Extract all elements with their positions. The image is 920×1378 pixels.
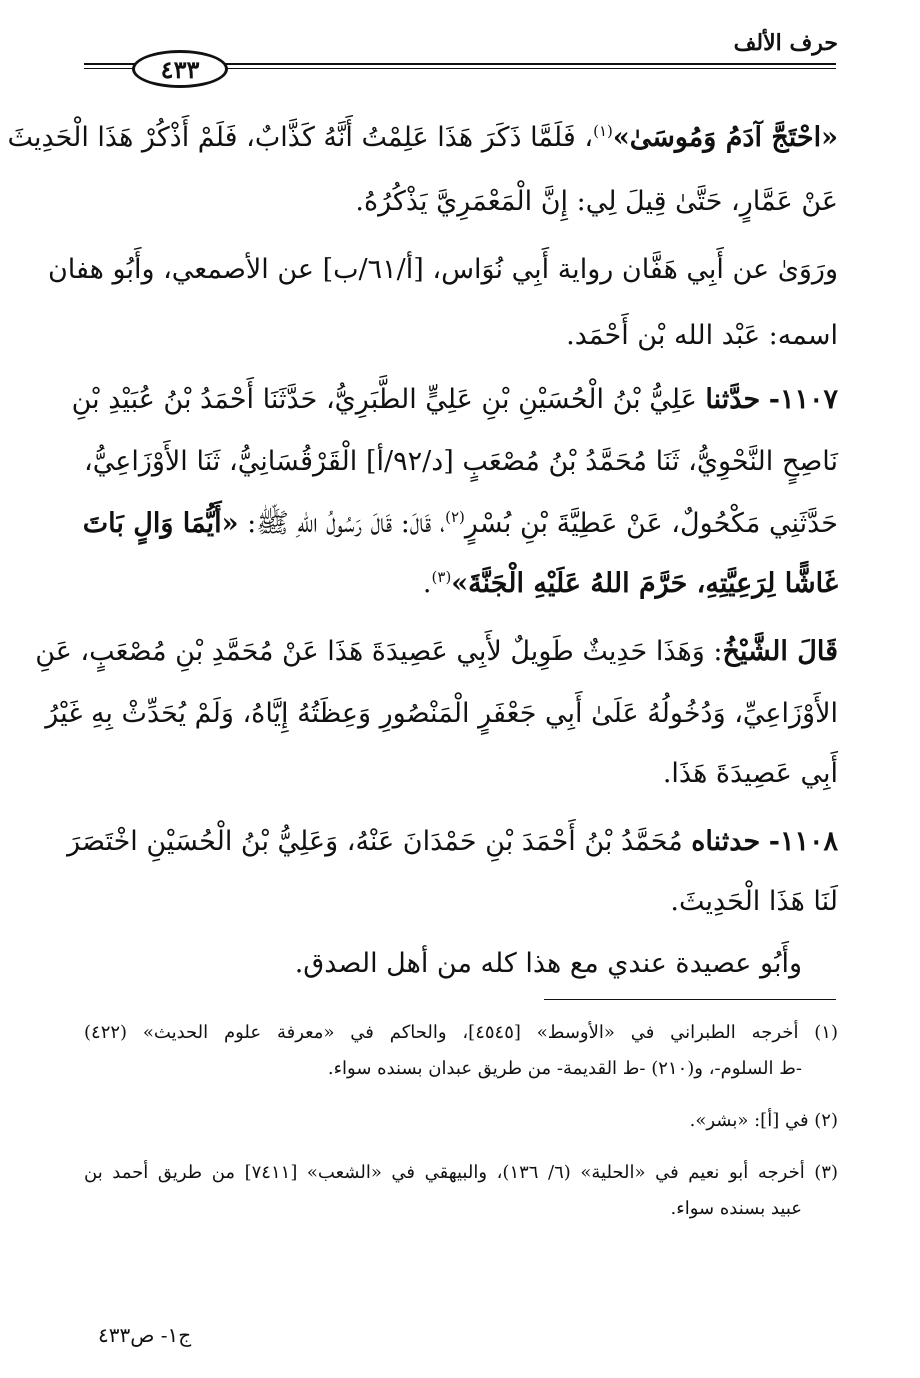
text-run: حَدَّثَنِي مَكْحُولٌ، عَنْ عَطِيَّةَ بْنِ بُسْرٍ [464, 508, 838, 539]
running-head: حرف الألف [733, 30, 838, 56]
footnote-2: (٢) في [أ]: «بشر». [689, 1110, 838, 1131]
footnote-ref: (٢) [445, 508, 465, 526]
footnote-3: (٣) أخرجه أبو نعيم في «الحلية» (٦/ ١٣٦)، والبيهقي في «الشعب» [٧٤١١] من طريق أحمد بن [84, 1162, 838, 1183]
text-line: اسمه: عَبْد الله بْن أَحْمَد. [566, 320, 838, 351]
footnote-1: (١) أخرجه الطبراني في «الأوسط» [٤٥٤٥]، والحاكم في «معرفة علوم الحديث» (٤٢٢) [84, 1022, 838, 1043]
text-line [71, 384, 838, 416]
text-line: نَاصِحٍ النَّحْوِيُّ، ثَنَا مُحَمَّدُ بْنُ مُصْعَبٍ [د/٩٢/أ] الْقَرْقُسَانِيُّ، ثَنَا الأَوْزَاعِيُّ، [84, 446, 839, 477]
hadith-number: ١١٠٧- [768, 384, 838, 415]
text-line: ورَوَىٰ عن أَبِي هَفَّان رواية أَبِي نُوَاس، [أ/٦١/ب] عن الأصمعي، وأَبُو هفان [47, 254, 838, 285]
hadith-lead: حدثناه [691, 826, 761, 857]
text-run: ، فَلَمَّا ذَكَرَ هَذَا عَلِمْتُ أَنَّهُ كَذَّابٌ، فَلَمْ أَذْكُرْ هَذَا الْحَدِيثَ [7, 122, 594, 153]
text-line [7, 122, 838, 154]
text-line [84, 508, 838, 540]
text-run: مُحَمَّدُ بْنُ أَحْمَدَ بْنِ حَمْدَانَ عَنْهُ، وَعَلِيُّ بْنُ الْحُسَيْنِ اخْتَصَرَ [67, 826, 683, 857]
hadith-quote: «احْتَجَّ آدَمُ وَمُوسَىٰ» [612, 122, 838, 153]
text-line: أَبِي عَصِيدَةَ هَذَا. [662, 758, 838, 789]
footnote-ref: (٣) [431, 568, 452, 586]
footnote-3-cont: عبيد بسنده سواء. [670, 1198, 802, 1219]
hadith-quote: غَاشًّا لِرَعِيَّتِهِ، حَرَّمَ اللهُ عَلَيْهِ الْجَنَّةَ» [451, 568, 838, 599]
page-number-badge: ٤٣٣ [132, 50, 228, 88]
hadith-lead: حدَّثنا [705, 384, 761, 415]
text-run: ، قَالَ: قَالَ رَسُولُ اللهِ ﷺ: [247, 508, 446, 539]
text-line: الأَوْزَاعِيِّ، وَدُخُولُهُ عَلَىٰ أَبِي جَعْفَرٍ الْمَنْصُورِ وَعِظَتُهُ إِيَّاهُ، وَلَمْ يُحَدِّثْ بِهِ غَيْرُ [45, 698, 838, 729]
text-line: لَنَا هَذَا الْحَدِيثَ. [670, 886, 838, 917]
text-line: وأَبُو عصيدة عندي مع هذا كله من أهل الصدق. [294, 948, 802, 979]
text-line [423, 568, 838, 600]
text-run: عَلِيُّ بْنُ الْحُسَيْنِ بْنِ عَلِيٍّ الطَّبَرِيُّ، حَدَّثَنَا أَحْمَدُ بْنُ عُبَيْدِ بْنِ [71, 384, 697, 415]
shaykh-label: قَالَ الشَّيْخُ [722, 636, 838, 667]
footnote-separator [544, 999, 836, 1000]
hadith-quote: «أَيُّمَا وَالٍ بَاتَ [82, 508, 239, 539]
footnote-ref: (١) [593, 122, 613, 140]
hadith-number: ١١٠٨- [768, 826, 838, 857]
footnote-1-cont: -ط السلوم-، و(٢١٠) -ط القديمة- من طريق عبدان بسنده سواء. [327, 1058, 802, 1079]
text-run: : وَهَذَا حَدِيثٌ طَوِيلٌ لأَبِي عَصِيدَةَ هَذَا عَنْ مُحَمَّدِ بْنِ مُصْعَبٍ، عَنِ [35, 636, 723, 667]
text-line [35, 636, 838, 668]
text-line: عَنْ عَمَّارٍ، حَتَّىٰ قِيلَ لِي: إِنَّ الْمَعْمَرِيَّ يَذْكُرُهُ. [355, 186, 838, 217]
text-run: . [422, 568, 432, 599]
text-line [67, 826, 838, 858]
volume-page-footer: ج١- ص٤٣٣ [98, 1323, 192, 1347]
